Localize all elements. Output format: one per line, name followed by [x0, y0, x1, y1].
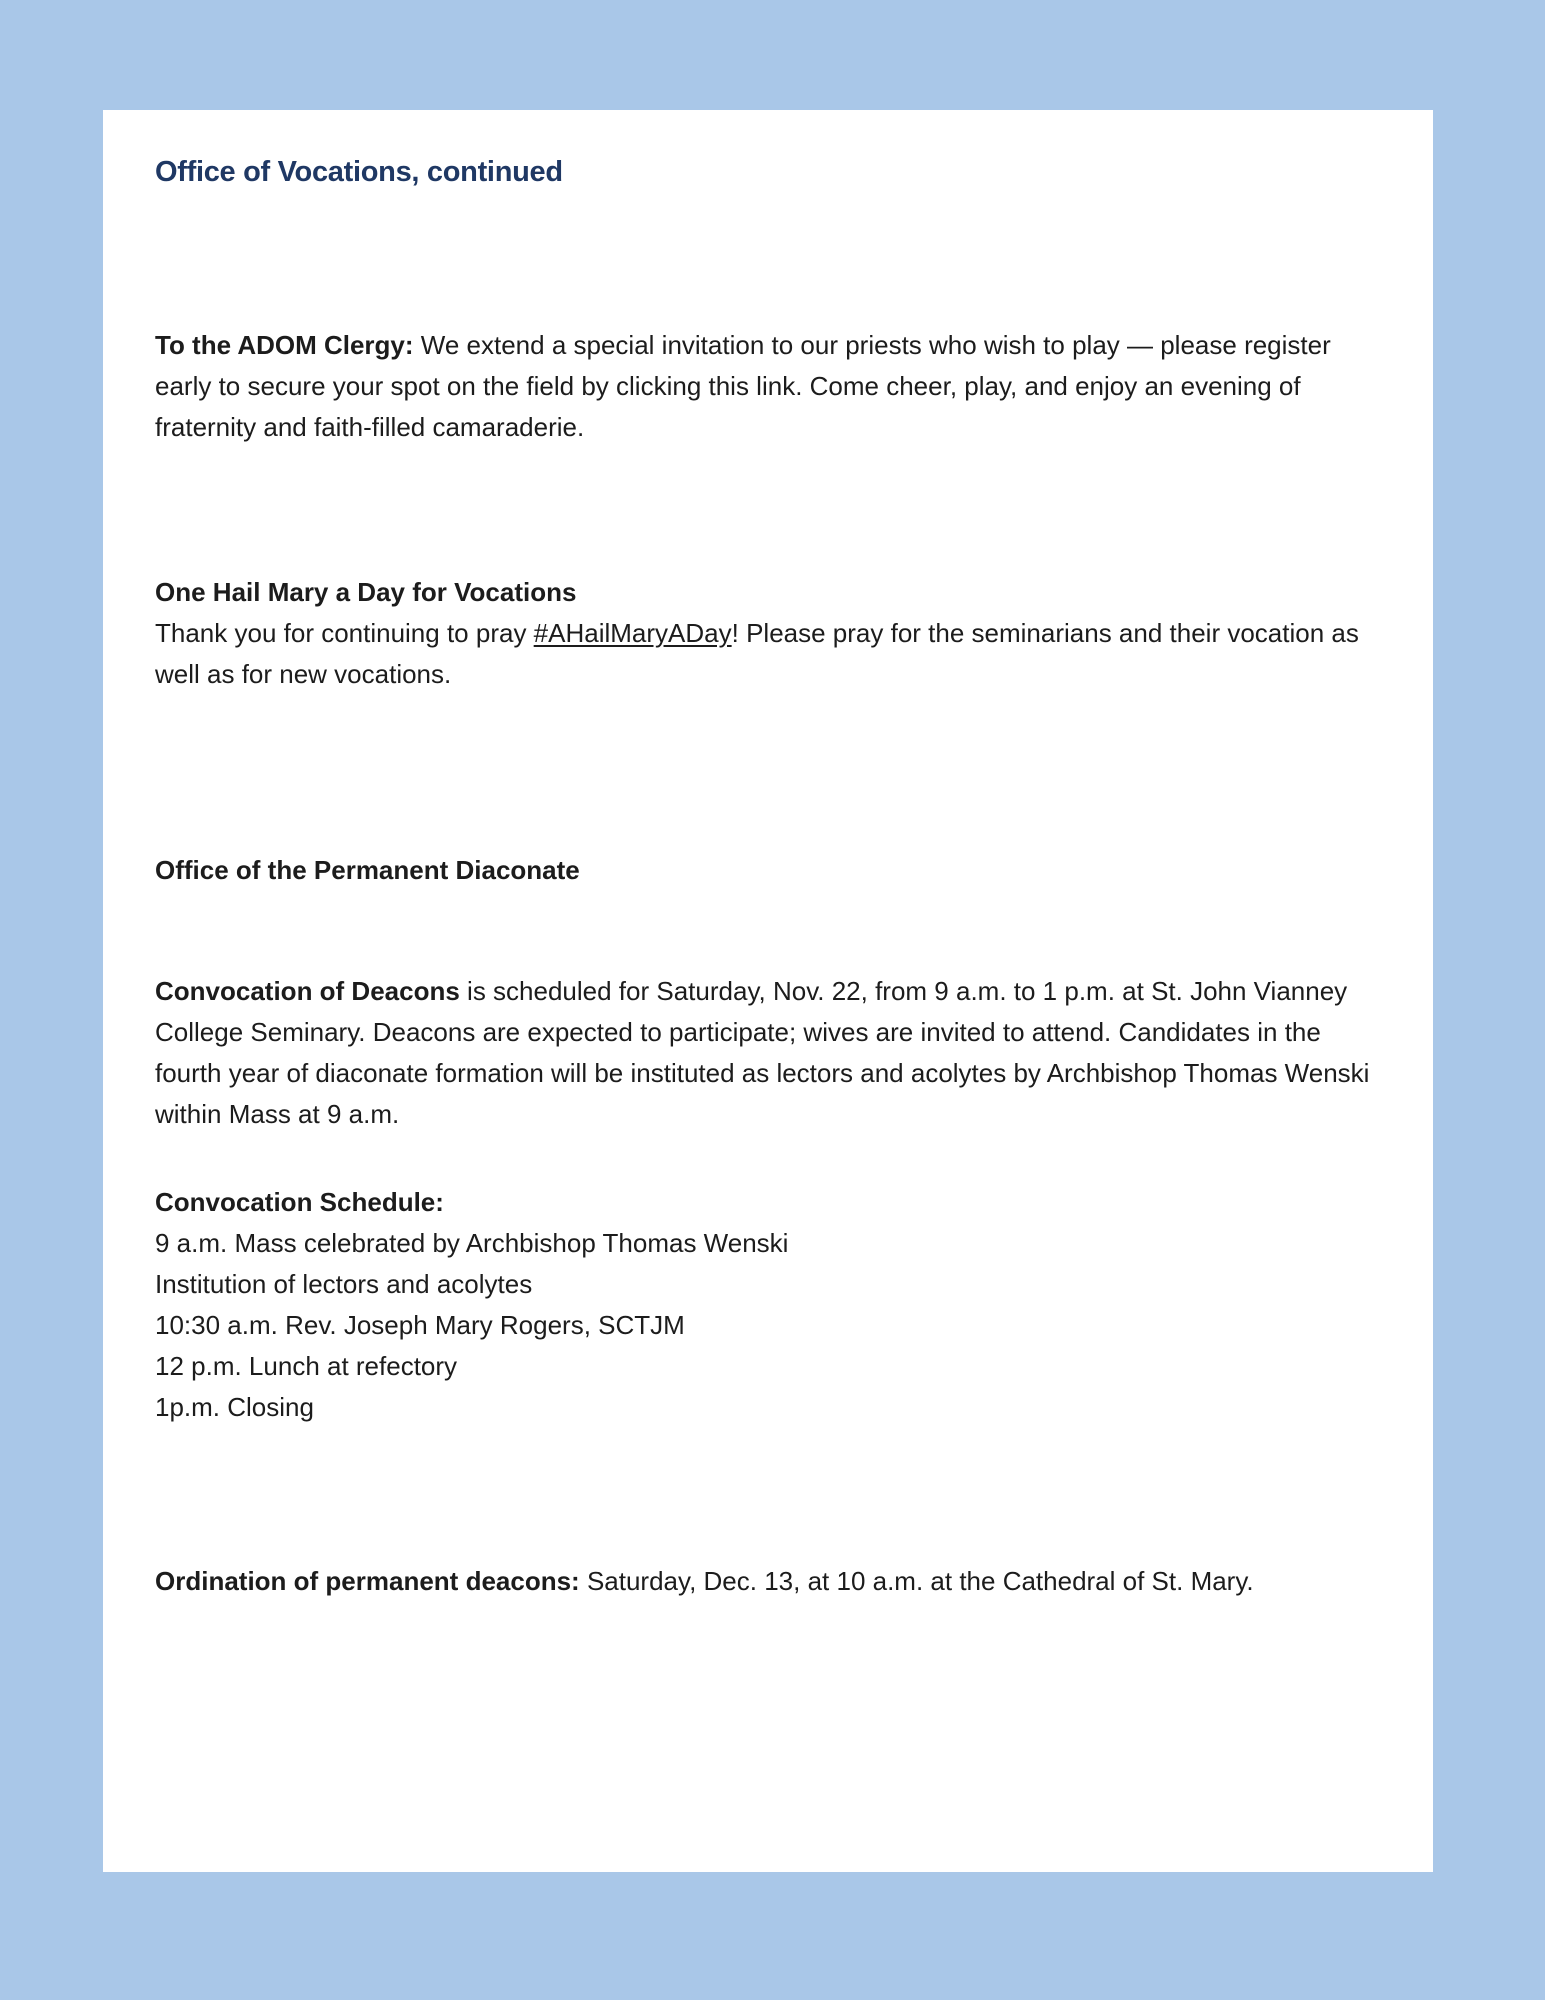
convocation-text: is scheduled for Saturday, Nov. 22, from 9 a.m. to 1 p.m. at St. John Vianney College Seminary. Deacons are expected to participate; wives are invited to attend. Candidates in the fourth year of diaconate formation will be instituted as lectors and acolytes by Archbishop Thomas Wenski within Mass at 9 a.m.	[155, 976, 1370, 1129]
page-title: Office of Vocations, continued	[155, 156, 563, 188]
ordination-label: Ordination of permanent deacons:	[155, 1566, 580, 1596]
schedule-item-closing: 1p.m. Closing	[155, 1392, 314, 1422]
hail-mary-paragraph	[155, 613, 1385, 695]
convocation-schedule	[155, 1182, 1385, 1428]
newsletter-page	[103, 110, 1433, 1872]
ordination-text: Saturday, Dec. 13, at 10 a.m. at the Cathedral of St. Mary.	[579, 1566, 1254, 1596]
convocation-schedule-heading: Convocation Schedule:	[155, 1187, 444, 1217]
adom-clergy-text: We extend a special invitation to our priests who wish to play — please register early to secure your spot on the field by clicking this link. Come cheer, play, and enjoy an evening of fraternity and faith-filled camaraderie.	[155, 330, 1331, 442]
ordination-paragraph	[155, 1561, 1385, 1602]
adom-clergy-paragraph	[155, 325, 1385, 448]
schedule-item-institution: Institution of lectors and acolytes	[155, 1269, 533, 1299]
adom-clergy-label: To the ADOM Clergy:	[155, 330, 414, 360]
convocation-label: Convocation of Deacons	[155, 976, 460, 1006]
hail-mary-heading: One Hail Mary a Day for Vocations	[155, 577, 577, 607]
hail-mary-section	[155, 572, 1385, 695]
schedule-item-lunch: 12 p.m. Lunch at refectory	[155, 1351, 458, 1381]
permanent-diaconate-heading: Office of the Permanent Diaconate	[155, 855, 580, 885]
schedule-item-speaker: 10:30 a.m. Rev. Joseph Mary Rogers, SCTJM	[155, 1310, 685, 1340]
hail-mary-hashtag-link[interactable]: #AHailMaryADay	[533, 618, 732, 648]
convocation-paragraph	[155, 971, 1385, 1135]
hail-mary-text-before: Thank you for continuing to pray	[155, 618, 534, 648]
hail-mary-text-after: ! Please pray for the seminarians and their vocation as well as for new vocations.	[155, 618, 1359, 689]
schedule-item-mass: 9 a.m. Mass celebrated by Archbishop Thomas Wenski	[155, 1228, 789, 1258]
